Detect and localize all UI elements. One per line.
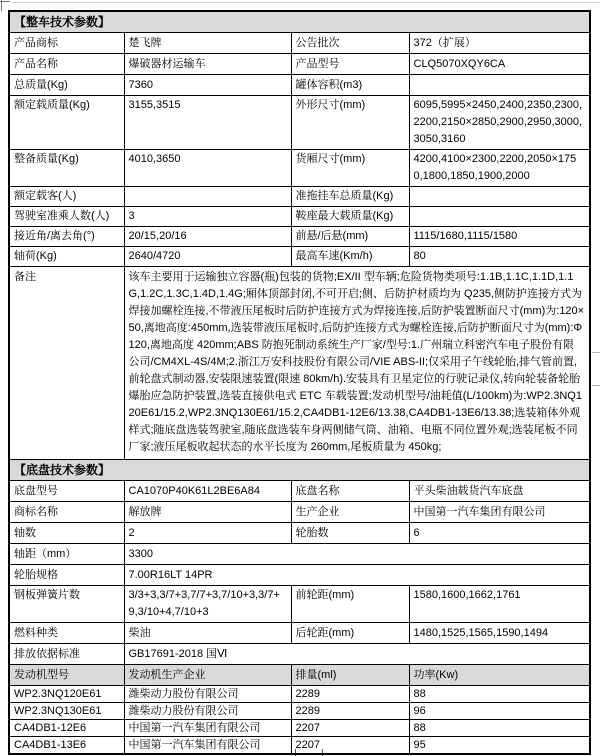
table-row [9,33,590,54]
section-title: 【底盘技术参数】 [9,460,590,481]
param-label: 整备质量(Kg) [9,150,124,187]
engine-maker-cell: 中国第一汽车集团有限公司 [124,737,291,755]
param-label: 轴荷(Kg) [9,247,124,267]
table-row [9,187,590,207]
param-value: CLQ5070XQY6CA [409,54,590,75]
engine-header-cell: 发动机生产企业 [124,665,291,686]
table-row [9,96,590,150]
param-label: 前悬/后悬(mm) [291,227,409,247]
param-label: 罐体容积(m3) [291,75,409,96]
param-label: 产品商标 [9,33,124,54]
engine-displacement-cell: 2207 [291,737,409,755]
param-label: 产品型号 [291,54,409,75]
param-label: 燃料种类 [9,623,124,644]
param-label: 后轮距(mm) [291,623,409,644]
remark-text: 该车主要用于运输独立容器(瓶)包装的货物;EX/II 型车辆;危险货物类项号:1.1B,1.1C,1.1D,1.1G,1.2C,1.3C,1.4D,1.4G;厢体顶部封闭,不可开启;侧、后防护材质均为 Q235,侧防护连接方式为焊接加螺栓连接,不带液压尾板时后防护连接方式为焊接连接,后防护装置断面尺寸(mm)为:120×50,离地高度:450mm,选装带液压尾板时,后防护连接方式为螺栓连接,后防护断面尺寸为(mm):Φ120,离地高度 420mm;ABS 防抱死制动系统生产厂家/型号:1.广州瑞立科密汽车电子股份有限公司/CM4XL-4S/4M;2.浙江万安科技股份有限公司/VIE ABS-II;仅采用子午线轮胎,排气管前置,前轮盘式制动器,安装限速装置(限速 80km/h).安装具有卫星定位的行驶记录仪,转向轮装备轮胎爆胎应急防护装置,选装直接供电式 ETC 车载装置;发动机型号/油耗值(L/100km)为:WP2.3NQ120E61/15.2,WP2.3NQ130E61/15.2,CA4DB1-12E6/13.38,CA4DB1-13E6/13.38;选装箱体外观样式;随底盘选装驾驶室,随底盘选装车身两侧储气筒、油箱、电瓶不同位置外观;选装尾板不同厂家;液压尾板收起状态的水平长度为 260mm,尾板质量为 450kg; [124,267,590,460]
engine-power-cell: 88 [409,686,590,703]
param-value: 1580,1600,1662,1761 [409,586,590,623]
param-value: CA1070P40K61L2BE6A84 [124,481,291,502]
param-value: 6 [409,523,590,544]
engine-power-cell: 88 [409,720,590,737]
param-value: 楚飞牌 [124,33,291,54]
engine-displacement-cell: 2289 [291,686,409,703]
param-value: 中国第一汽车集团有限公司 [409,502,590,523]
param-value: 4010,3650 [124,150,291,187]
param-value: 7360 [124,75,291,96]
param-value: 爆破器材运输车 [124,54,291,75]
engine-power-cell: 96 [409,703,590,720]
table-row [9,54,590,75]
param-value: 3155,3515 [124,96,291,150]
engine-row [9,703,590,720]
table-row [9,207,590,227]
tire-row [9,565,590,586]
param-label: 排放依据标准 [9,644,124,665]
param-value [124,187,291,207]
param-label: 轮胎规格 [9,565,124,586]
param-value: 3 [124,207,291,227]
param-label: 轴数 [9,523,124,544]
section-header-chassis [9,460,590,481]
wheelbase-row [9,544,590,565]
param-value: 3300 [124,544,590,565]
param-label: 接近角/离去角(°) [9,227,124,247]
param-value: 20/15,20/16 [124,227,291,247]
param-value: GB17691-2018 国Ⅵ [124,644,590,665]
remark-label: 备注 [9,267,124,460]
param-value: 3/3+3,3/7+3,7/7+3,7/10+3,3/7+9,3/10+4,7/10+3 [124,586,291,623]
page-edge-tick [592,352,600,353]
spring-row [9,586,590,623]
engine-maker-cell: 潍柴动力股份有限公司 [124,703,291,720]
param-label: 额定载客(人) [9,187,124,207]
param-label: 最高车速(Km/h) [291,247,409,267]
param-label: 额定载质量(Kg) [9,96,124,150]
table-row [9,502,590,523]
engine-header-cell: 排量(ml) [291,665,409,686]
param-value [409,75,590,96]
param-value: 1115/1680,1115/1580 [409,227,590,247]
engine-maker-cell: 潍柴动力股份有限公司 [124,686,291,703]
param-label: 轮胎数 [291,523,409,544]
param-label: 钢板弹簧片数 [9,586,124,623]
param-value: 平头柴油载货汽车底盘 [409,481,590,502]
section-title: 【整车技术参数】 [9,11,590,33]
param-label: 底盘型号 [9,481,124,502]
param-label: 驾驶室准乘人数(人) [9,207,124,227]
param-label: 鞍座最大载质量(Kg) [291,207,409,227]
param-value: 4200,4100×2300,2200,2050×1750,1800,1850,1900,2000 [409,150,590,187]
param-label: 商标名称 [9,502,124,523]
param-value: 372（扩展） [409,33,590,54]
remark-row [9,267,590,460]
engine-model-cell: CA4DB1-13E6 [9,737,124,755]
table-row [9,75,590,96]
param-label: 公告批次 [291,33,409,54]
param-value [409,187,590,207]
param-value: 7.00R16LT 14PR [124,565,590,586]
param-label: 底盘名称 [291,481,409,502]
page-edge-tick [592,385,600,386]
engine-row [9,737,590,755]
param-label: 外形尺寸(mm) [291,96,409,150]
engine-header-cell: 发动机型号 [9,665,124,686]
engine-model-cell: WP2.3NQ130E61 [9,703,124,720]
table-row [9,150,590,187]
param-value: 2640/4720 [124,247,291,267]
param-label: 前轮距(mm) [291,586,409,623]
engine-power-cell: 95 [409,737,590,755]
engine-table-header [9,665,590,686]
engine-row [9,720,590,737]
emission-row [9,644,590,665]
param-value: 柴油 [124,623,291,644]
page-top-edge-line [12,2,600,3]
engine-maker-cell: 中国第一汽车集团有限公司 [124,720,291,737]
table-row [9,481,590,502]
table-row [9,523,590,544]
param-value: 1480,1525,1565,1590,1494 [409,623,590,644]
section-header-vehicle [9,11,590,33]
table-row [9,227,590,247]
param-value: 80 [409,247,590,267]
param-label: 轴距（mm） [9,544,124,565]
engine-displacement-cell: 2289 [291,703,409,720]
param-value: 解放牌 [124,502,291,523]
param-value: 2 [124,523,291,544]
page-corner-mark [0,1,10,2]
param-label: 货厢尺寸(mm) [291,150,409,187]
param-label: 总质量(Kg) [9,75,124,96]
engine-header-cell: 功率(Kw) [409,665,590,686]
param-value: 6095,5995×2450,2400,2350,2300,2200,2150×2850,2900,2950,3000,3050,3160 [409,96,590,150]
engine-displacement-cell: 2207 [291,720,409,737]
engine-row [9,686,590,703]
param-label: 产品名称 [9,54,124,75]
fuel-row [9,623,590,644]
param-value [409,207,590,227]
engine-model-cell: CA4DB1-12E6 [9,720,124,737]
table-row [9,247,590,267]
vehicle-spec-table [8,10,591,755]
engine-model-cell: WP2.3NQ120E61 [9,686,124,703]
param-label: 生产企业 [291,502,409,523]
param-label: 准拖挂车总质量(Kg) [291,187,409,207]
